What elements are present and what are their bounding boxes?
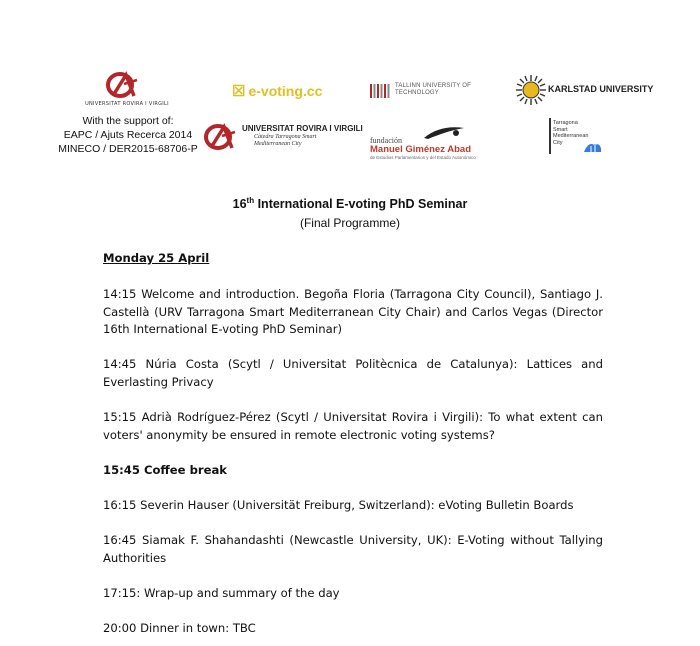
urv-chair-title: UNIVERSITAT ROVIRA I VIRGILI <box>242 124 363 133</box>
programme-item: 16:15 Severin Hauser (Universität Freiburg, Switzerland): eVoting Bulletin Boards <box>103 498 574 512</box>
urv-mark-icon <box>104 70 140 100</box>
programme-item: 17:15: Wrap-up and summary of the day <box>103 586 340 600</box>
tsmc-line-1: Tarragona <box>553 120 578 126</box>
urv-caption: UNIVERSITAT ROVIRA I VIRGILI <box>85 101 169 107</box>
fmga-line-3: de Estudios Parlamentarios y del Estado Autonómico <box>370 155 476 160</box>
support-block <box>48 114 208 156</box>
page-subtitle: (Final Programme) <box>299 216 401 230</box>
evoting-x-icon: ☒ <box>232 83 246 100</box>
ttu-bars-icon <box>370 84 392 98</box>
title-ordinal-number: 16 <box>232 197 247 211</box>
programme-item: 14:45 Núria Costa (Scytl / Universitat Politècnica de Catalunya): Lattices and Everlasting Privacy <box>103 357 603 389</box>
title-rest: International E-voting PhD Seminar <box>254 197 468 211</box>
fmga-swoosh-icon <box>422 124 466 140</box>
ttu-line-2: TECHNOLOGY <box>395 90 440 96</box>
fmga-line-2: Manuel Giménez Abad <box>370 144 471 155</box>
ttu-line-1: TALLINN UNIVERSITY OF <box>395 83 471 89</box>
programme-item: 15:15 Adrià Rodríguez-Pérez (Scytl / Universitat Rovira i Virgili): To what extent can voters' anonymity be ensured in remote electronic voting systems? <box>103 410 603 442</box>
programme-item: 20:00 Dinner in town: TBC <box>103 621 256 635</box>
urv-chair-sub-line-1: Càtedra Tarragona Smart <box>254 134 317 140</box>
fmga-logo <box>370 124 490 160</box>
support-line-1: With the support of: <box>82 115 174 127</box>
fmga-line-1: fundación <box>370 136 402 145</box>
programme-item-break: 15:45 Coffee break <box>103 463 227 477</box>
evoting-logo <box>232 82 342 102</box>
tsmc-line-2: Smart <box>553 126 568 133</box>
programme-item: 14:15 Welcome and introduction. Begoña Floria (Tarragona City Council), Santiago J. Castellà (URV Tarragona Smart Mediterranean City Chair) and Carlos Vegas (Director 16th International E-voting PhD Seminar) <box>103 287 603 336</box>
support-line-3: MINECO / DER2015-68706-P <box>58 143 198 155</box>
tsmc-bar <box>549 118 551 154</box>
support-line-2: EAPC / Ajuts Recerca 2014 <box>63 129 193 141</box>
karlstad-logo <box>515 74 654 106</box>
tsmc-line-3: Mediterranean <box>553 133 589 139</box>
urv-logo <box>82 70 172 110</box>
urv-chair-logo <box>202 122 363 154</box>
tsmc-city-icon <box>583 140 603 154</box>
ttu-text <box>395 83 471 97</box>
tsmc-line-4: City <box>553 139 563 146</box>
urv-chair-mark-icon <box>202 122 238 152</box>
programme-item: 16:45 Siamak F. Shahandashti (Newcastle University, UK): E-Voting without Tallying Authorities <box>103 533 603 565</box>
karlstad-text: KARLSTAD UNIVERSITY <box>548 84 654 94</box>
evoting-text: e-voting.cc <box>248 83 323 99</box>
karlstad-sun-icon <box>515 74 547 106</box>
title-ordinal-suffix: th <box>246 195 255 205</box>
page-title <box>0 197 700 211</box>
ttu-logo <box>370 82 490 102</box>
day-heading: Monday 25 April <box>103 251 210 265</box>
urv-chair-sub-line-2: Mediterranean City <box>254 141 302 147</box>
urv-chair-subtitle <box>254 134 316 148</box>
tsmc-logo <box>549 118 609 158</box>
